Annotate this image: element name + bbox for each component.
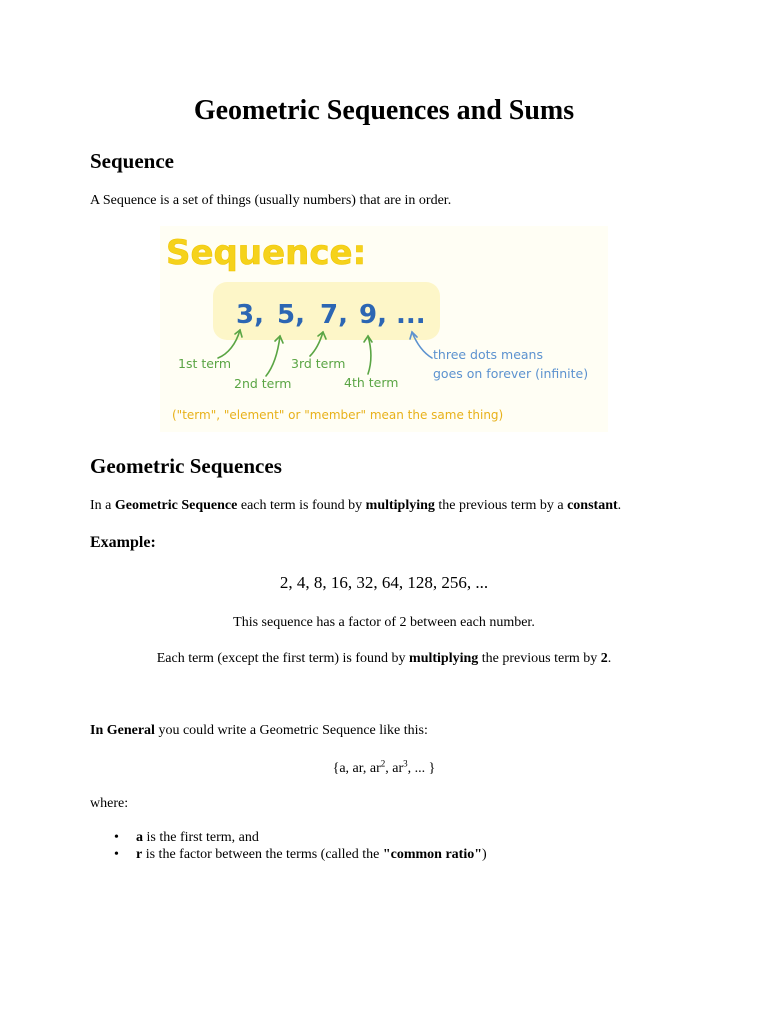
text-run: .	[617, 498, 622, 513]
text-run: you could write a Geometric Sequence like this:	[154, 723, 428, 738]
bold-factor-2: 2	[600, 651, 608, 666]
text-run: is the factor between the terms (called the	[142, 847, 383, 862]
label-note: ("term", "element" or "member" mean the same thing)	[172, 408, 504, 422]
bullet-icon: •	[114, 830, 119, 845]
term-1: 3,	[236, 300, 264, 330]
example-sequence: 2, 4, 8, 16, 32, 64, 128, 256, ...	[279, 573, 489, 592]
bold-constant: constant	[567, 498, 618, 513]
bold-a: a	[136, 830, 143, 845]
text-run: Each term (except the first term) is found by	[156, 651, 410, 666]
sequence-definition: A Sequence is a set of things (usually numbers) that are in order.	[90, 193, 452, 208]
label-4th-term: 4th term	[344, 375, 399, 390]
text-run: In a	[90, 498, 115, 513]
sequence-illustration	[160, 226, 608, 432]
general-form-intro	[90, 722, 428, 740]
exponent-3: 3	[403, 758, 408, 769]
term-4: 9,	[359, 300, 387, 330]
figure-title: Sequence:	[166, 233, 367, 273]
sequence-diagram	[160, 226, 608, 432]
bold-r: r	[136, 847, 143, 862]
formula-part: , ... }	[407, 761, 436, 776]
multiplying-explanation	[0, 650, 768, 668]
section-heading-sequence: Sequence	[90, 149, 174, 173]
term-3: 7,	[320, 300, 348, 330]
bold-multiplying-2: multiplying	[409, 651, 479, 666]
bold-common-ratio: "common ratio"	[382, 847, 482, 862]
formula-part: {a, ar, ar	[332, 761, 381, 776]
bold-multiplying: multiplying	[365, 498, 435, 513]
formula-part: , ar	[385, 761, 404, 776]
exponent-2: 2	[380, 758, 386, 769]
text-run: is the first term, and	[143, 830, 259, 845]
text-run: )	[481, 847, 487, 862]
text-run: the previous term by a	[434, 498, 568, 513]
term-2: 5,	[277, 300, 305, 330]
text-run: each term is found by	[237, 498, 366, 513]
label-dots-line1: three dots means	[433, 347, 543, 362]
definitions-list	[90, 829, 487, 863]
list-item	[90, 846, 487, 863]
label-2nd-term: 2nd term	[234, 376, 292, 391]
geometric-definition	[90, 497, 621, 515]
where-label: where:	[90, 796, 129, 811]
text-run: the previous term by	[478, 651, 601, 666]
list-item	[90, 829, 487, 846]
example-heading: Example:	[90, 534, 156, 551]
label-dots-line2: goes on forever (infinite)	[433, 366, 589, 381]
bullet-icon: •	[114, 847, 119, 862]
factor-explanation: This sequence has a factor of 2 between each number.	[233, 615, 535, 630]
label-1st-term: 1st term	[178, 356, 232, 371]
label-3rd-term: 3rd term	[291, 356, 346, 371]
section-heading-geometric-sequences: Geometric Sequences	[90, 454, 282, 478]
bold-geometric-sequence: Geometric Sequence	[114, 498, 238, 513]
bold-in-general: In General	[90, 723, 155, 738]
ellipsis-term: ...	[396, 300, 426, 330]
text-run: .	[607, 651, 612, 666]
general-formula	[0, 760, 768, 778]
page-title: Geometric Sequences and Sums	[193, 95, 575, 126]
